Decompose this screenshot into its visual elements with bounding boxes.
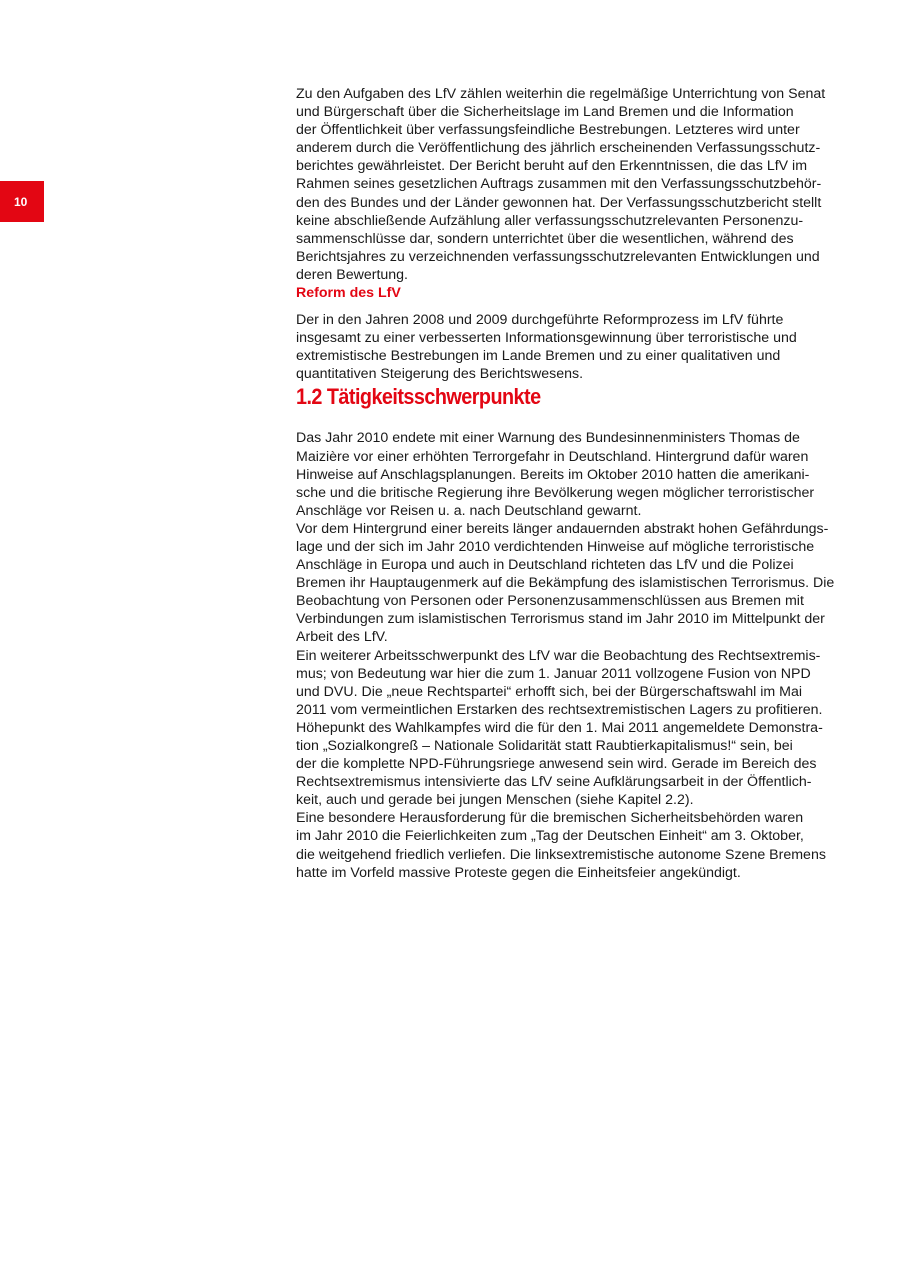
section-title: 1.2 Tätigkeitsschwerpunkte [296,384,541,410]
page-number: 10 [14,194,28,209]
reform-paragraph: Der in den Jahren 2008 und 2009 durchgeführte Reformprozess im LfV führte insgesamt zu einer verbesserten Informationsgewinnung über terroristische und extremistische Bestrebungen im Lande Bremen und zu einer qualitativen und quantitativen Steigerung des Berichtswesens. [296,312,797,383]
section-paragraph-3: Ein weiterer Arbeitsschwerpunkt des LfV war die Beobachtung des Rechtsextremis- mus; von Bedeutung war hier die zum 1. Januar 2011 vollzogene Fusion von NPD und DVU. Die „neue Rechtspartei“ erhofft sich, bei der Bürgerschaftswahl im Mai 2011 vom vermeintlichen Erstarken des rechtsextremistischen Lagers zu profitieren. Höhepunkt des Wahlkampfes wird die für den 1. Mai 2011 angemeldete Demonstra- tion „Sozialkongreß – Nationale Solidarität statt Raubtierkapitalismus!“ sein, bei der die komplette NPD-Führungsriege anwesend sein wird. Gerade im Bereich des Rechtsextremismus intensivierte das LfV seine Aufklärungsarbeit in der Öffentlich- keit, auch und gerade bei jungen Menschen (siehe Kapitel 2.2). [296,647,823,809]
section-paragraph-1: Das Jahr 2010 endete mit einer Warnung des Bundesinnenministers Thomas de Maizière vor einer erhöhten Terrorgefahr in Deutschland. Hintergrund dafür waren Hinweise auf Anschlagsplanungen. Bereits im Oktober 2010 hatten die amerikani- sche und die britische Regierung ihre Bevölkerung wegen möglicher terroristischer Anschläge vor Reisen u. a. nach Deutschland gewarnt. [296,430,815,519]
intro-paragraph: Zu den Aufgaben des LfV zählen weiterhin die regelmäßige Unterrichtung von Senat und Bürgerschaft über die Sicherheitslage im Land Bremen und die Information der Öffentlichkeit über verfassungsfeindliche Bestrebungen. Letzteres wird unter anderem durch die Veröffentlichung des jährlich erscheinenden Verfassungsschutz- berichtes gewährleistet. Der Bericht beruht auf den Erkenntnissen, die das LfV im Rahmen seines gesetzlichen Auftrags zusammen mit den Verfassungsschutzbehör- den des Bundes und der Länder gewonnen hat. Der Verfassungsschutzbericht stellt keine abschließende Aufzählung aller verfassungsschutzrelevanten Personenzu- sammenschlüsse dar, sondern unterrichtet über die wesentlichen, während des Berichtsjahres zu verzeichnenden verfassungsschutzrelevanten Entwicklungen und deren Bewertung. [296,86,826,283]
page-number-tab [0,181,44,222]
section-paragraph-4: Eine besondere Herausforderung für die bremischen Sicherheitsbehörden waren im Jahr 2010 die Feierlichkeiten zum „Tag der Deutschen Einheit“ am 3. Oktober, die weitgehend friedlich verliefen. Die linksextremistische autonome Szene Bremens hatte im Vorfeld massive Proteste gegen die Einheitsfeier angekündigt. [296,810,826,881]
section-paragraph-2: Vor dem Hintergrund einer bereits länger andauernden abstrakt hohen Gefährdungs- lage und der sich im Jahr 2010 verdichtenden Hinweise auf mögliche terroristische Anschläge in Europa und auch in Deutschland richteten das LfV und die Polizei Bremen ihr Hauptaugenmerk auf die Bekämpfung des islamistischen Terrorismus. Die Beobachtung von Personen oder Personenzusammenschlüssen aus Bremen mit Verbindungen zum islamistischen Terrorismus stand im Jahr 2010 im Mittelpunkt der Arbeit des LfV. [296,520,835,646]
reform-heading: Reform des LfV [296,285,401,302]
document-body [296,85,844,882]
